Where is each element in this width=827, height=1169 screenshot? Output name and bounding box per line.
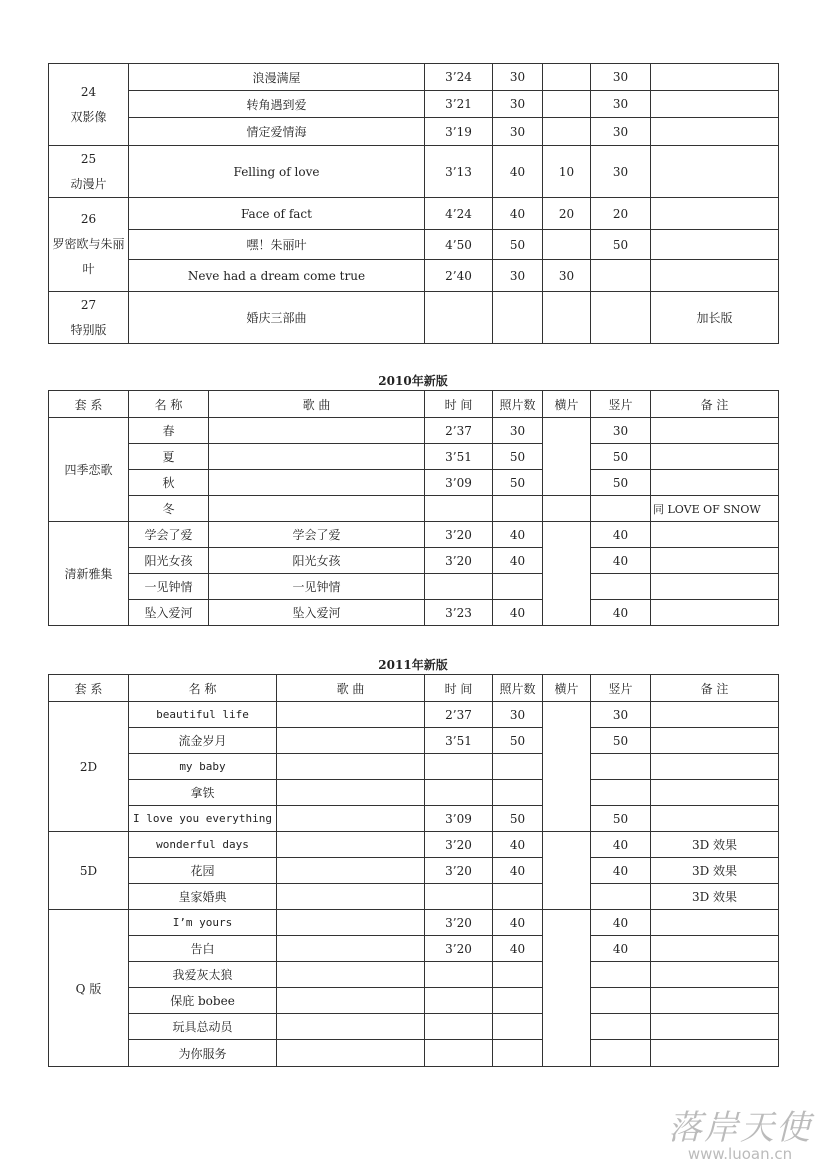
- vertical-cell: [591, 1014, 651, 1040]
- table-2010: [48, 390, 779, 626]
- vertical-cell: [591, 574, 651, 600]
- note-cell: [651, 470, 779, 496]
- name-cell: Neve had a dream come true: [129, 260, 425, 292]
- header-set: 套 系: [49, 675, 129, 702]
- song-cell: [277, 962, 425, 988]
- table-row: [49, 64, 779, 91]
- vertical-cell: 50: [591, 728, 651, 754]
- name-cell: 婚庆三部曲: [129, 292, 425, 344]
- set-name: 动漫片: [70, 176, 107, 191]
- table-row: [49, 198, 779, 230]
- header-song: 歌 曲: [277, 675, 425, 702]
- vertical-cell: 30: [591, 91, 651, 118]
- song-cell: [277, 832, 425, 858]
- note-cell: [651, 418, 779, 444]
- photos-cell: [493, 496, 543, 522]
- table-header-row: [49, 391, 779, 418]
- header-vertical: 竖片: [591, 675, 651, 702]
- header-set: 套 系: [49, 391, 129, 418]
- table-row: [49, 988, 779, 1014]
- table-row: [49, 91, 779, 118]
- horizontal-cell: [543, 832, 591, 910]
- photos-cell: [493, 574, 543, 600]
- song-cell: [277, 1040, 425, 1067]
- time-cell: [425, 1014, 493, 1040]
- photos-cell: 40: [493, 832, 543, 858]
- photos-cell: 40: [493, 548, 543, 574]
- watermark-logo-text: 落岸天使: [668, 1108, 812, 1148]
- vertical-cell: 50: [591, 470, 651, 496]
- set-cell: 5D: [49, 832, 129, 910]
- name-cell: 学会了爱: [129, 522, 209, 548]
- time-cell: 3’20: [425, 858, 493, 884]
- note-cell: 3D 效果: [651, 858, 779, 884]
- note-cell: [651, 1040, 779, 1067]
- song-cell: 一见钟情: [209, 574, 425, 600]
- song-cell: [209, 496, 425, 522]
- photos-cell: 30: [493, 702, 543, 728]
- header-time: 时 间: [425, 675, 493, 702]
- time-cell: 4’50: [425, 230, 493, 260]
- name-cell: Face of fact: [129, 198, 425, 230]
- song-cell: [277, 1014, 425, 1040]
- set-name: 双影像: [70, 109, 107, 124]
- vertical-cell: 50: [591, 806, 651, 832]
- photos-cell: [493, 884, 543, 910]
- vertical-cell: [591, 884, 651, 910]
- table-continued: [48, 63, 779, 344]
- name-cell: 流金岁月: [129, 728, 277, 754]
- song-cell: [277, 780, 425, 806]
- note-cell: [651, 91, 779, 118]
- photos-cell: 30: [493, 118, 543, 146]
- name-cell: 冬: [129, 496, 209, 522]
- table-row: [49, 806, 779, 832]
- photos-cell: [493, 780, 543, 806]
- vertical-cell: [591, 988, 651, 1014]
- note-cell: [651, 230, 779, 260]
- time-cell: 3’20: [425, 936, 493, 962]
- vertical-cell: 30: [591, 64, 651, 91]
- note-cell: 同 LOVE OF SNOW: [651, 496, 779, 522]
- table-row: [49, 780, 779, 806]
- name-cell: 春: [129, 418, 209, 444]
- note-cell: [651, 574, 779, 600]
- song-cell: 坠入爱河: [209, 600, 425, 626]
- section-title-2011: 2011年新版: [378, 658, 448, 672]
- note-cell: [651, 118, 779, 146]
- song-cell: [277, 858, 425, 884]
- name-cell: 为你服务: [129, 1040, 277, 1067]
- note-cell: [651, 548, 779, 574]
- horizontal-cell: [543, 292, 591, 344]
- table-row: [49, 260, 779, 292]
- photos-cell: [493, 292, 543, 344]
- set-cell: Q 版: [49, 910, 129, 1067]
- time-cell: 3’20: [425, 910, 493, 936]
- set-cell: 2D: [49, 702, 129, 832]
- header-photos: 照片数: [493, 675, 543, 702]
- name-cell: 嘿！朱丽叶: [129, 230, 425, 260]
- note-cell: 3D 效果: [651, 832, 779, 858]
- time-cell: [425, 1040, 493, 1067]
- note-cell: [651, 146, 779, 198]
- vertical-cell: 50: [591, 444, 651, 470]
- name-cell: 皇家婚典: [129, 884, 277, 910]
- table-row: [49, 910, 779, 936]
- horizontal-cell: 10: [543, 146, 591, 198]
- time-cell: [425, 574, 493, 600]
- song-cell: [209, 470, 425, 496]
- song-cell: [277, 988, 425, 1014]
- header-horizontal: 横片: [543, 391, 591, 418]
- note-cell: 3D 效果: [651, 884, 779, 910]
- time-cell: 3’20: [425, 522, 493, 548]
- photos-cell: 40: [493, 600, 543, 626]
- photos-cell: 40: [493, 522, 543, 548]
- song-cell: [277, 806, 425, 832]
- set-number: 24: [80, 84, 97, 99]
- table-row: [49, 728, 779, 754]
- name-cell: 夏: [129, 444, 209, 470]
- note-cell: [651, 1014, 779, 1040]
- time-cell: 3’51: [425, 444, 493, 470]
- photos-cell: 40: [493, 146, 543, 198]
- name-cell: 浪漫满屋: [129, 64, 425, 91]
- name-cell: 拿铁: [129, 780, 277, 806]
- note-cell: [651, 198, 779, 230]
- horizontal-cell: [543, 64, 591, 91]
- vertical-cell: 30: [591, 118, 651, 146]
- vertical-cell: 40: [591, 522, 651, 548]
- photos-cell: 30: [493, 260, 543, 292]
- song-cell: [277, 936, 425, 962]
- table-row: [49, 1040, 779, 1067]
- table-row: [49, 444, 779, 470]
- note-cell: [651, 260, 779, 292]
- vertical-cell: [591, 780, 651, 806]
- note-cell: [651, 64, 779, 91]
- photos-cell: [493, 1040, 543, 1067]
- vertical-cell: 40: [591, 910, 651, 936]
- horizontal-cell: [543, 118, 591, 146]
- table-2011: [48, 674, 779, 1067]
- name-cell: my baby: [129, 754, 277, 780]
- time-cell: [425, 780, 493, 806]
- vertical-cell: 40: [591, 936, 651, 962]
- header-name: 名 称: [129, 391, 209, 418]
- name-cell: 花园: [129, 858, 277, 884]
- name-cell: 坠入爱河: [129, 600, 209, 626]
- header-note: 备 注: [651, 391, 779, 418]
- song-cell: [277, 910, 425, 936]
- photos-cell: 50: [493, 470, 543, 496]
- name-cell: 一见钟情: [129, 574, 209, 600]
- table-row: [49, 702, 779, 728]
- name-cell: wonderful days: [129, 832, 277, 858]
- song-cell: [277, 754, 425, 780]
- vertical-cell: 30: [591, 418, 651, 444]
- note-cell: [651, 728, 779, 754]
- section-title-2010: 2010年新版: [378, 374, 448, 388]
- photos-cell: 50: [493, 444, 543, 470]
- vertical-cell: 40: [591, 858, 651, 884]
- set-name: 特别版: [70, 322, 107, 337]
- table-row: [49, 470, 779, 496]
- table-row: [49, 574, 779, 600]
- time-cell: 3’24: [425, 64, 493, 91]
- set-number: 26: [80, 212, 97, 226]
- table-row: [49, 754, 779, 780]
- set-number: 25: [80, 151, 97, 166]
- photos-cell: 40: [493, 910, 543, 936]
- table-row: [49, 1014, 779, 1040]
- note-cell: [651, 754, 779, 780]
- song-cell: [277, 884, 425, 910]
- time-cell: 2’40: [425, 260, 493, 292]
- time-cell: 3’09: [425, 470, 493, 496]
- note-cell: [651, 806, 779, 832]
- vertical-cell: 40: [591, 600, 651, 626]
- set-name: 罗密欧与朱丽叶: [52, 237, 125, 276]
- time-cell: [425, 292, 493, 344]
- vertical-cell: 40: [591, 548, 651, 574]
- table-row: [49, 858, 779, 884]
- note-cell: [651, 988, 779, 1014]
- name-cell: beautiful life: [129, 702, 277, 728]
- name-cell: 阳光女孩: [129, 548, 209, 574]
- note-cell: [651, 936, 779, 962]
- table-row: [49, 118, 779, 146]
- name-cell: 保庇 bobee: [129, 988, 277, 1014]
- time-cell: [425, 988, 493, 1014]
- song-cell: [277, 702, 425, 728]
- note-cell: [651, 780, 779, 806]
- table-row: [49, 884, 779, 910]
- header-song: 歌 曲: [209, 391, 425, 418]
- horizontal-cell: [543, 702, 591, 832]
- table-row: [49, 936, 779, 962]
- set-cell: 清新雅集: [49, 522, 129, 626]
- song-cell: 学会了爱: [209, 522, 425, 548]
- time-cell: [425, 884, 493, 910]
- vertical-cell: 50: [591, 230, 651, 260]
- vertical-cell: 30: [591, 702, 651, 728]
- note-cell: [651, 910, 779, 936]
- photos-cell: [493, 962, 543, 988]
- horizontal-cell: [543, 910, 591, 1067]
- song-cell: [209, 418, 425, 444]
- photos-cell: 30: [493, 91, 543, 118]
- set-number: 27: [80, 297, 97, 312]
- time-cell: 3’51: [425, 728, 493, 754]
- name-cell: I’m yours: [129, 910, 277, 936]
- watermark-url: www.luoan.cn: [687, 1145, 793, 1163]
- vertical-cell: [591, 260, 651, 292]
- photos-cell: 40: [493, 198, 543, 230]
- table-row: [49, 230, 779, 260]
- time-cell: [425, 496, 493, 522]
- horizontal-cell: [543, 418, 591, 496]
- header-time: 时 间: [425, 391, 493, 418]
- vertical-cell: [591, 754, 651, 780]
- time-cell: 2’37: [425, 418, 493, 444]
- time-cell: 3’20: [425, 832, 493, 858]
- horizontal-cell: [543, 91, 591, 118]
- header-name: 名 称: [129, 675, 277, 702]
- name-cell: 我爱灰太狼: [129, 962, 277, 988]
- time-cell: 3’13: [425, 146, 493, 198]
- song-cell: [277, 728, 425, 754]
- vertical-cell: [591, 292, 651, 344]
- table-row: [49, 292, 779, 344]
- header-note: 备 注: [651, 675, 779, 702]
- note-cell: [651, 962, 779, 988]
- header-photos: 照片数: [493, 391, 543, 418]
- vertical-cell: 30: [591, 146, 651, 198]
- time-cell: [425, 962, 493, 988]
- photos-cell: 30: [493, 418, 543, 444]
- photos-cell: 40: [493, 936, 543, 962]
- header-vertical: 竖片: [591, 391, 651, 418]
- song-cell: [209, 444, 425, 470]
- photos-cell: [493, 754, 543, 780]
- photos-cell: 30: [493, 64, 543, 91]
- photos-cell: [493, 988, 543, 1014]
- name-cell: 告白: [129, 936, 277, 962]
- time-cell: 3’23: [425, 600, 493, 626]
- time-cell: 3’20: [425, 548, 493, 574]
- photos-cell: [493, 1014, 543, 1040]
- photos-cell: 50: [493, 230, 543, 260]
- time-cell: 3’19: [425, 118, 493, 146]
- photos-cell: 50: [493, 806, 543, 832]
- set-cell: 四季恋歌: [49, 418, 129, 522]
- note-cell: 加长版: [651, 292, 779, 344]
- table-row: [49, 962, 779, 988]
- time-cell: 4’24: [425, 198, 493, 230]
- note-cell: [651, 702, 779, 728]
- table-row: [49, 548, 779, 574]
- table-row: [49, 496, 779, 522]
- horizontal-cell: [543, 522, 591, 626]
- note-cell: [651, 522, 779, 548]
- time-cell: [425, 754, 493, 780]
- table-header-row: [49, 675, 779, 702]
- vertical-cell: [591, 1040, 651, 1067]
- header-horizontal: 横片: [543, 675, 591, 702]
- vertical-cell: 40: [591, 832, 651, 858]
- name-cell: 玩具总动员: [129, 1014, 277, 1040]
- horizontal-cell: 20: [543, 198, 591, 230]
- table-row: [49, 600, 779, 626]
- note-cell: [651, 600, 779, 626]
- horizontal-cell: 30: [543, 260, 591, 292]
- table-row: [49, 832, 779, 858]
- time-cell: 3’21: [425, 91, 493, 118]
- note-cell: [651, 444, 779, 470]
- name-cell: 情定爱情海: [129, 118, 425, 146]
- vertical-cell: [591, 962, 651, 988]
- table-row: [49, 146, 779, 198]
- set-cell: [49, 64, 129, 146]
- set-cell: [49, 292, 129, 344]
- horizontal-cell: [543, 496, 591, 522]
- song-cell: 阳光女孩: [209, 548, 425, 574]
- table-row: [49, 418, 779, 444]
- photos-cell: 40: [493, 858, 543, 884]
- set-cell: [49, 146, 129, 198]
- time-cell: 3’09: [425, 806, 493, 832]
- set-cell: [49, 198, 129, 292]
- name-cell: Felling of love: [129, 146, 425, 198]
- table-row: [49, 522, 779, 548]
- watermark: [660, 1100, 820, 1163]
- photos-cell: 50: [493, 728, 543, 754]
- name-cell: I love you everything: [129, 806, 277, 832]
- horizontal-cell: [543, 230, 591, 260]
- vertical-cell: [591, 496, 651, 522]
- name-cell: 转角遇到爱: [129, 91, 425, 118]
- name-cell: 秋: [129, 470, 209, 496]
- time-cell: 2’37: [425, 702, 493, 728]
- vertical-cell: 20: [591, 198, 651, 230]
